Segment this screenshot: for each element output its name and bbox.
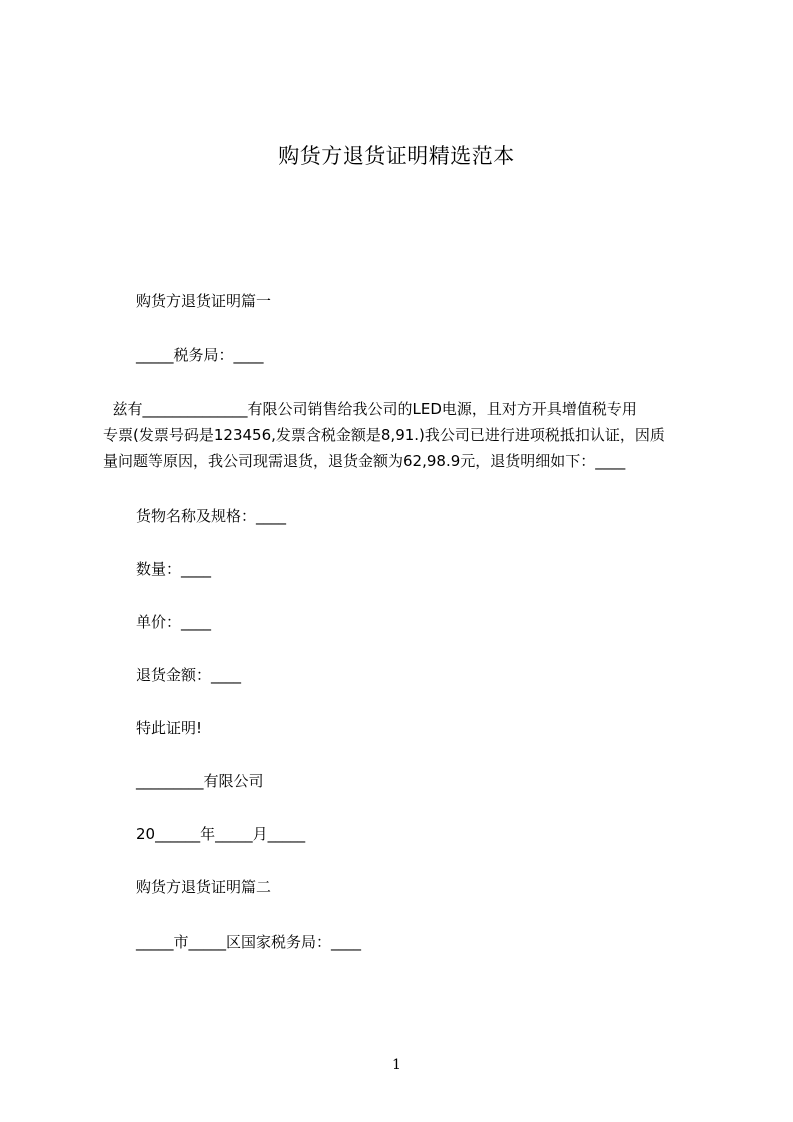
section2-heading: 购货方退货证明篇二: [136, 878, 272, 896]
body-line-2: 专票(发票号码是123456,发票含税金额是8,91.)我公司已进行进项税抵扣认证，因质: [103, 426, 665, 444]
page-number: 1: [392, 1057, 401, 1073]
section2-addressee: _____市_____区国家税务局：____: [136, 933, 362, 951]
field-unit-price: 单价：____: [136, 613, 212, 631]
closing-statement: 特此证明!: [136, 719, 203, 737]
body-line-3: 量问题等原因，我公司现需退货，退货金额为62,98.9元，退货明细如下：____: [103, 452, 626, 470]
field-quantity: 数量：____: [136, 560, 212, 578]
field-refund-amount: 退货金额：____: [136, 666, 242, 684]
section1-addressee: _____税务局：____: [136, 346, 264, 364]
section1-body-paragraph: [103, 396, 699, 474]
section1-heading: 购货方退货证明篇一: [136, 292, 272, 310]
date-line: 20______年_____月_____: [136, 825, 306, 843]
field-goods-name: 货物名称及规格：____: [136, 507, 287, 525]
company-signature: _________有限公司: [136, 772, 264, 790]
body-line-1: 兹有______________有限公司销售给我公司的LED电源，且对方开具增值税专用: [103, 400, 637, 418]
document-title: 购货方退货证明精选范本: [278, 144, 515, 168]
